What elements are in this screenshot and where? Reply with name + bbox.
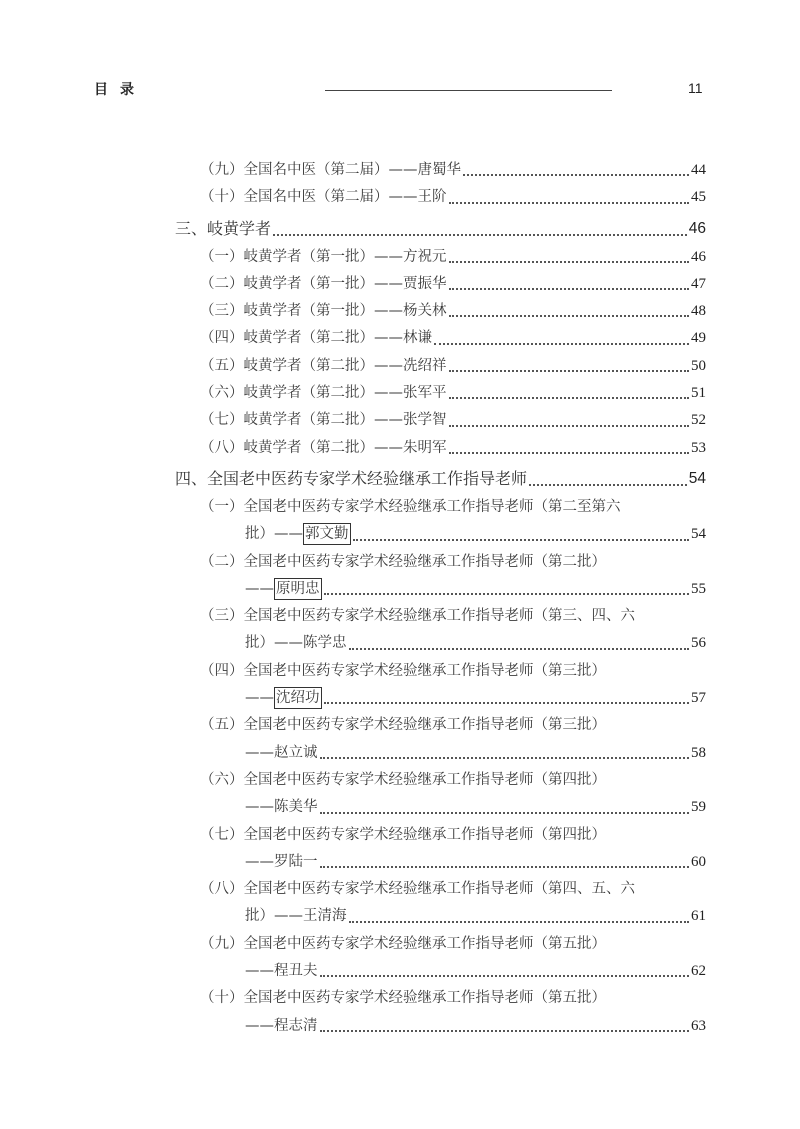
toc-entry-text bbox=[245, 903, 347, 930]
toc-entry[interactable] bbox=[0, 685, 800, 712]
toc-entry-title-line bbox=[0, 712, 800, 739]
toc-entry-title-line bbox=[0, 876, 800, 903]
toc-entry-label: （九）全国老中医药专家学术经验继承工作指导老师（第五批） bbox=[200, 935, 606, 952]
toc-entry-title-line bbox=[0, 822, 800, 849]
table-of-contents bbox=[0, 157, 800, 1040]
toc-entry-text bbox=[200, 244, 447, 271]
dot-leader bbox=[449, 424, 690, 427]
toc-entry-name: 赵立诚 bbox=[274, 744, 318, 761]
toc-entry[interactable] bbox=[0, 184, 800, 211]
toc-entry[interactable] bbox=[0, 435, 800, 462]
toc-entry[interactable] bbox=[0, 271, 800, 298]
toc-entry-text bbox=[200, 157, 461, 184]
toc-entry-label: （五）岐黄学者（第二批）—— bbox=[200, 357, 403, 374]
toc-entry-name: 张军平 bbox=[403, 385, 447, 402]
toc-entry-prefix: —— bbox=[245, 853, 274, 870]
toc-entry-prefix: —— bbox=[245, 799, 274, 816]
toc-entry-label: （七）全国老中医药专家学术经验继承工作指导老师（第四批） bbox=[200, 826, 606, 843]
dot-leader bbox=[449, 396, 690, 399]
toc-entry-title-line bbox=[0, 658, 800, 685]
toc-entry[interactable] bbox=[0, 794, 800, 821]
toc-page-number: 54 bbox=[691, 526, 706, 543]
toc-entry-name: 程志清 bbox=[274, 1017, 318, 1034]
dot-leader bbox=[463, 173, 689, 176]
toc-entry-text bbox=[200, 325, 432, 352]
toc-entry-name: 朱明军 bbox=[403, 439, 447, 456]
toc-page-number: 63 bbox=[691, 1017, 706, 1034]
toc-page-number: 46 bbox=[688, 219, 706, 237]
toc-entry-name: 沈绍功 bbox=[274, 687, 322, 709]
toc-page-number: 59 bbox=[691, 799, 706, 816]
toc-entry[interactable] bbox=[0, 849, 800, 876]
toc-entry-name: 杨关林 bbox=[403, 303, 447, 320]
dot-leader bbox=[449, 314, 690, 317]
toc-page-number: 62 bbox=[691, 963, 706, 980]
toc-entry-text bbox=[175, 464, 527, 494]
toc-entry-text bbox=[200, 271, 447, 298]
toc-entry[interactable] bbox=[0, 958, 800, 985]
header-rule bbox=[325, 90, 612, 91]
toc-entry[interactable] bbox=[0, 740, 800, 767]
toc-entry-label: （三）岐黄学者（第一批）—— bbox=[200, 303, 403, 320]
toc-entry[interactable] bbox=[0, 630, 800, 657]
toc-entry-text bbox=[245, 1013, 318, 1040]
toc-entry-name: 林谦 bbox=[403, 330, 432, 347]
toc-entry-name: 张学智 bbox=[403, 412, 447, 429]
toc-entry-label: （七）岐黄学者（第二批）—— bbox=[200, 412, 403, 429]
dot-leader bbox=[349, 647, 690, 650]
toc-entry-label: （二）全国老中医药专家学术经验继承工作指导老师（第二批） bbox=[200, 553, 606, 570]
toc-section-heading[interactable] bbox=[0, 464, 800, 494]
toc-entry-name: 冼绍祥 bbox=[403, 357, 447, 374]
dot-leader bbox=[320, 865, 690, 868]
dot-leader bbox=[449, 287, 690, 290]
toc-entry-prefix: 批）—— bbox=[245, 908, 303, 925]
toc-entry-text bbox=[175, 214, 271, 244]
toc-entry-name: 贾振华 bbox=[403, 275, 447, 292]
toc-entry-label: （十）全国老中医药专家学术经验继承工作指导老师（第五批） bbox=[200, 990, 606, 1007]
toc-entry-text bbox=[245, 794, 318, 821]
toc-entry[interactable] bbox=[0, 576, 800, 603]
toc-page-number: 46 bbox=[691, 248, 706, 265]
toc-entry-title-line bbox=[0, 767, 800, 794]
dot-leader bbox=[434, 342, 689, 345]
dot-leader bbox=[320, 974, 690, 977]
toc-entry-prefix: 批）—— bbox=[245, 635, 303, 652]
toc-entry-title-line bbox=[0, 603, 800, 630]
toc-entry-title-line bbox=[0, 549, 800, 576]
toc-entry-prefix: —— bbox=[245, 580, 274, 597]
toc-entry-label: （九）全国名中医（第二届）—— bbox=[200, 162, 418, 178]
toc-entry-name: 唐蜀华 bbox=[417, 162, 461, 178]
toc-entry-text bbox=[245, 521, 351, 548]
toc-page-number: 58 bbox=[691, 744, 706, 761]
toc-entry-label: （八）岐黄学者（第二批）—— bbox=[200, 439, 403, 456]
dot-leader bbox=[324, 701, 690, 704]
toc-entry[interactable] bbox=[0, 1013, 800, 1040]
toc-entry-name: 方祝元 bbox=[403, 248, 447, 265]
toc-page-number: 54 bbox=[688, 469, 706, 487]
toc-page-number: 49 bbox=[691, 330, 706, 347]
toc-entry[interactable] bbox=[0, 380, 800, 407]
toc-entry-prefix: —— bbox=[245, 1017, 274, 1034]
toc-entry-text bbox=[200, 298, 447, 325]
dot-leader bbox=[529, 483, 687, 486]
dot-leader bbox=[320, 756, 690, 759]
dot-leader bbox=[449, 451, 690, 454]
dot-leader bbox=[349, 920, 690, 923]
dot-leader bbox=[320, 1029, 690, 1032]
toc-entry-prefix: —— bbox=[245, 744, 274, 761]
toc-entry-label: （五）全国老中医药专家学术经验继承工作指导老师（第三批） bbox=[200, 717, 606, 734]
toc-entry-label: （三）全国老中医药专家学术经验继承工作指导老师（第三、四、六 bbox=[200, 608, 635, 625]
toc-page-number: 44 bbox=[691, 162, 706, 178]
toc-entry-name: 王阶 bbox=[417, 189, 447, 206]
toc-page-number: 57 bbox=[691, 690, 706, 707]
toc-page-number: 50 bbox=[691, 357, 706, 374]
toc-entry-label: （二）岐黄学者（第一批）—— bbox=[200, 275, 403, 292]
toc-entry[interactable] bbox=[0, 407, 800, 434]
toc-entry-text bbox=[200, 380, 447, 407]
toc-entry-text bbox=[245, 576, 322, 603]
dot-leader bbox=[449, 260, 690, 263]
toc-entry-name: 郭文勤 bbox=[303, 523, 351, 545]
toc-entry-text bbox=[200, 184, 447, 211]
toc-entry-text bbox=[245, 630, 347, 657]
toc-entry-label: 四、全国老中医药专家学术经验继承工作指导老师 bbox=[175, 468, 528, 488]
toc-entry-label: （四）岐黄学者（第二批）—— bbox=[200, 330, 403, 347]
toc-entry-name: 原明忠 bbox=[274, 578, 322, 600]
toc-entry-label: （六）全国老中医药专家学术经验继承工作指导老师（第四批） bbox=[200, 771, 606, 788]
running-header-title: 目录 bbox=[94, 82, 146, 98]
toc-page-number: 47 bbox=[691, 275, 706, 292]
toc-entry-title-line bbox=[0, 931, 800, 958]
toc-page-number: 51 bbox=[691, 385, 706, 402]
toc-entry[interactable] bbox=[0, 244, 800, 271]
toc-entry-text bbox=[245, 740, 318, 767]
toc-entry[interactable] bbox=[0, 353, 800, 380]
toc-entry-prefix: 批）—— bbox=[245, 526, 303, 543]
toc-page-number: 60 bbox=[691, 853, 706, 870]
toc-page-number: 55 bbox=[691, 580, 706, 597]
dot-leader bbox=[273, 233, 687, 236]
toc-entry-label: （一）岐黄学者（第一批）—— bbox=[200, 248, 403, 265]
dot-leader bbox=[449, 201, 690, 204]
toc-entry-name: 陈学忠 bbox=[303, 635, 347, 652]
toc-page-number: 52 bbox=[691, 412, 706, 429]
toc-entry[interactable] bbox=[0, 903, 800, 930]
toc-entry-text bbox=[200, 407, 447, 434]
toc-entry-name: 程丑夫 bbox=[274, 963, 318, 980]
toc-entry-title-line bbox=[0, 985, 800, 1012]
toc-entry[interactable] bbox=[0, 157, 800, 184]
toc-entry-label: （六）岐黄学者（第二批）—— bbox=[200, 385, 403, 402]
toc-entry-label: （一）全国老中医药专家学术经验继承工作指导老师（第二至第六 bbox=[200, 498, 621, 515]
toc-entry[interactable] bbox=[0, 521, 800, 548]
toc-entry-name: 王清海 bbox=[303, 908, 347, 925]
toc-entry-text bbox=[245, 958, 318, 985]
dot-leader bbox=[320, 811, 690, 814]
toc-entry-text bbox=[200, 353, 447, 380]
dot-leader bbox=[449, 369, 690, 372]
toc-entry-text bbox=[200, 435, 447, 462]
toc-entry-label: （八）全国老中医药专家学术经验继承工作指导老师（第四、五、六 bbox=[200, 881, 635, 898]
toc-entry-prefix: —— bbox=[245, 963, 274, 980]
dot-leader bbox=[353, 538, 690, 541]
page-number: 11 bbox=[688, 80, 703, 96]
toc-page-number: 53 bbox=[691, 439, 706, 456]
toc-entry-title-line bbox=[0, 494, 800, 521]
toc-page-number: 56 bbox=[691, 635, 706, 652]
toc-entry[interactable] bbox=[0, 325, 800, 352]
dot-leader bbox=[324, 592, 690, 595]
toc-entry[interactable] bbox=[0, 298, 800, 325]
toc-entry-name: 陈美华 bbox=[274, 799, 318, 816]
toc-entry-name: 罗陆一 bbox=[274, 853, 318, 870]
toc-section-heading[interactable] bbox=[0, 214, 800, 244]
toc-entry-label: （十）全国名中医（第二届）—— bbox=[200, 189, 418, 206]
toc-entry-text bbox=[245, 849, 318, 876]
toc-page-number: 48 bbox=[691, 303, 706, 320]
toc-page-number: 61 bbox=[691, 908, 706, 925]
toc-entry-text bbox=[245, 685, 322, 712]
toc-page-number: 45 bbox=[691, 189, 706, 206]
toc-entry-prefix: —— bbox=[245, 690, 274, 707]
toc-entry-label: （四）全国老中医药专家学术经验继承工作指导老师（第三批） bbox=[200, 662, 606, 679]
toc-entry-label: 三、岐黄学者 bbox=[175, 218, 272, 238]
